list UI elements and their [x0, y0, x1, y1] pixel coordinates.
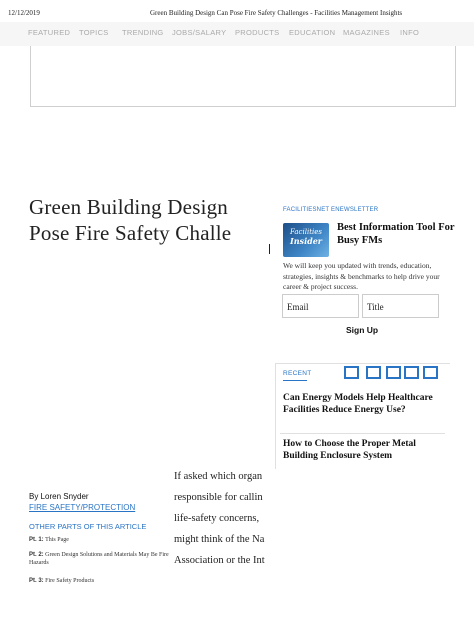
part-title: Green Design Solutions and Materials May Be Fire Hazards — [29, 552, 169, 566]
article-part-link[interactable] — [29, 536, 169, 544]
cut-off-text-fragment — [269, 244, 270, 254]
nav-item-magazines[interactable]: MAGAZINES — [343, 28, 390, 37]
tab-icon[interactable] — [423, 366, 438, 379]
part-label: Pt. 1: — [29, 537, 44, 543]
part-title: This Page — [45, 537, 69, 543]
author-byline: By Loren Snyder — [29, 492, 89, 501]
article-body — [174, 466, 272, 571]
tab-recent[interactable]: RECENT — [283, 370, 312, 377]
headline-line: Pose Fire Safety Challe — [29, 221, 232, 245]
nav-item-jobs-salary[interactable]: JOBS/SALARY — [172, 28, 227, 37]
part-title: Fire Safety Products — [45, 578, 95, 584]
tab-icon[interactable] — [344, 366, 359, 379]
tab-icon[interactable] — [386, 366, 401, 379]
nav-item-education[interactable]: EDUCATION — [289, 28, 336, 37]
recent-article-link[interactable]: How to Choose the Proper Metal Building Enclosure System — [283, 439, 416, 461]
body-line: If asked which organ — [174, 471, 263, 482]
title-field[interactable]: Title — [362, 294, 439, 318]
headline-line: Green Building Design — [29, 195, 229, 219]
nav-item-trending[interactable]: TRENDING — [122, 28, 164, 37]
sign-up-button[interactable]: Sign Up — [346, 325, 379, 335]
body-line: responsible for callin — [174, 492, 263, 503]
recent-article-link[interactable]: Can Energy Models Help Healthcare Facilities Reduce Energy Use? — [283, 393, 433, 415]
tab-icon[interactable] — [404, 366, 419, 379]
nav-item-products[interactable]: PRODUCTS — [235, 28, 280, 37]
body-line: Association or the Int — [174, 555, 265, 566]
body-line: life-safety concerns, — [174, 513, 260, 524]
part-label: Pt. 2: — [29, 552, 44, 558]
category-link[interactable]: FIRE SAFETY/PROTECTION — [29, 503, 136, 512]
nav-item-topics[interactable]: TOPICS — [79, 28, 109, 37]
article-part-link[interactable] — [29, 551, 169, 567]
email-field[interactable]: Email — [282, 294, 359, 318]
nav-item-info[interactable]: INFO — [400, 28, 420, 37]
top-navigation — [0, 22, 474, 46]
article-headline — [29, 194, 267, 246]
logo-text: Insider — [290, 236, 322, 246]
divider — [280, 433, 445, 434]
tab-icon[interactable] — [366, 366, 381, 379]
article-part-link[interactable] — [29, 577, 169, 585]
other-parts-heading: OTHER PARTS OF THIS ARTICLE — [29, 522, 147, 531]
body-line: might think of the Na — [174, 534, 265, 545]
nav-item-featured[interactable]: FEATURED — [28, 28, 71, 37]
print-page-title: Green Building Design Can Pose Fire Safety Challenges - Facilities Management Insights — [150, 9, 403, 17]
newsletter-description: We will keep you updated with trends, education, strategies, insights & benchmarks to help drive your career & project success. — [283, 261, 440, 291]
print-date: 12/12/2019 — [8, 9, 40, 17]
facilities-insider-logo — [283, 223, 329, 257]
advertisement-area — [30, 46, 456, 107]
newsletter-heading: Best Information Tool For Busy FMs — [337, 222, 455, 246]
tab-underline — [283, 380, 307, 381]
part-label: Pt. 3: — [29, 578, 44, 584]
logo-text: Facilities — [290, 228, 322, 236]
newsletter-label: FACILITIESNET ENEWSLETTER — [283, 207, 379, 213]
